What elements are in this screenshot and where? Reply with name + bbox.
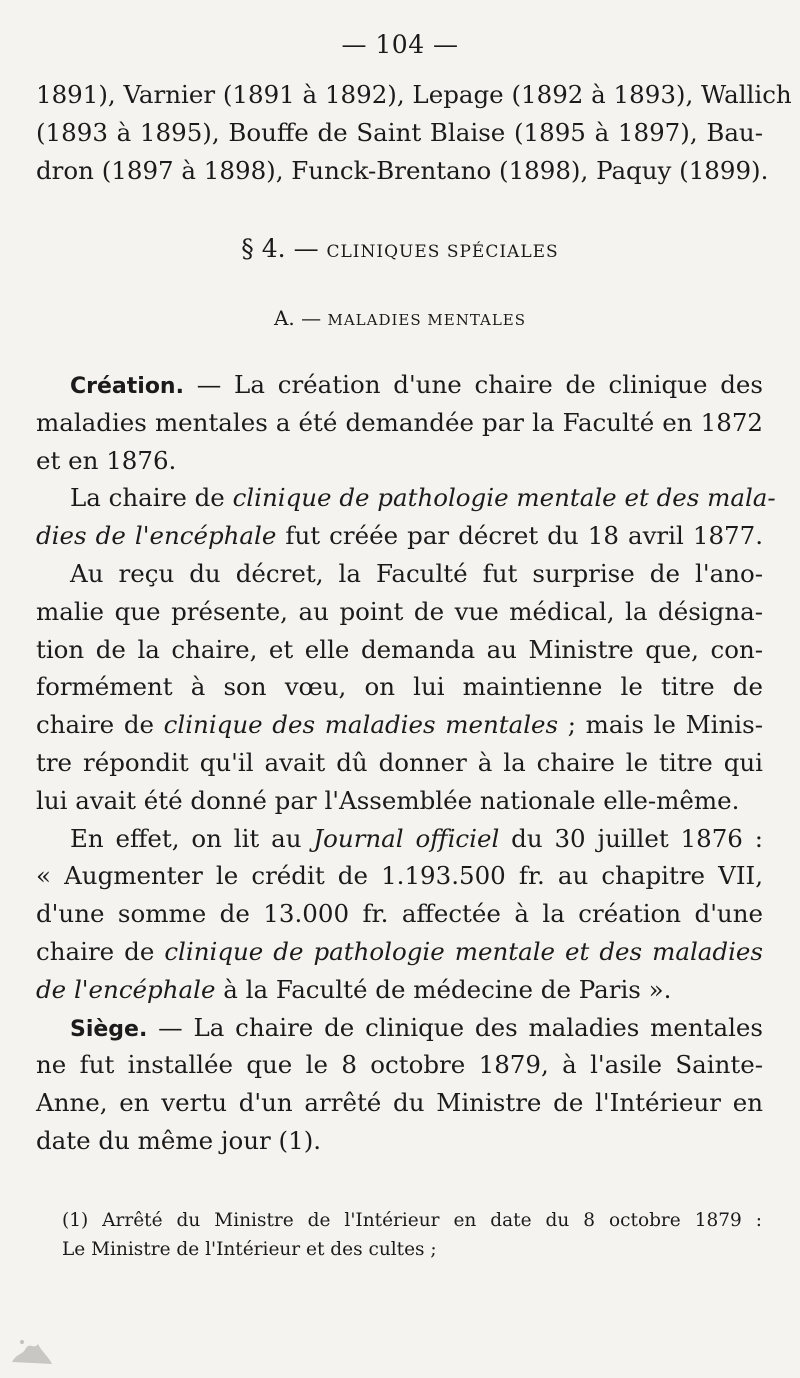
ink-smudge-decoration <box>8 1322 54 1368</box>
text-line: de l'encéphale à la Faculté de médecine de Paris ». <box>36 974 672 1004</box>
text-line: Siège. — La chaire de clinique des maladies mentales <box>70 1012 763 1042</box>
text-line: Au reçu du décret, la Faculté fut surprise de l'ano- <box>70 558 763 588</box>
text-line: chaire de clinique de pathologie mentale et des maladies <box>36 936 763 966</box>
text-line: ne fut installée que le 8 octobre 1879, à l'asile Sainte- <box>36 1050 763 1080</box>
text-line: malie que présente, au point de vue médical, la désigna- <box>36 596 763 626</box>
intro-paragraph <box>36 76 792 189</box>
footnote-line: (1) Arrêté du Ministre de l'Intérieur en date du 8 octobre 1879 : <box>62 1210 762 1231</box>
text-line: tre répondit qu'il avait dû donner à la chaire le titre qui <box>36 747 763 777</box>
text-line: dron (1897 à 1898), Funck-Brentano (1898), Paquy (1899). <box>36 155 769 185</box>
subsection-dash: — <box>301 306 322 330</box>
section-dash: — <box>293 234 319 263</box>
subsection-title: MALADIES MENTALES <box>327 311 527 329</box>
text-line: date du même jour (1). <box>36 1125 322 1155</box>
body-text <box>36 366 776 1160</box>
text-line: tion de la chaire, et elle demanda au Ministre que, con- <box>36 634 763 664</box>
text-line: lui avait été donné par l'Assemblée nationale elle-même. <box>36 785 740 815</box>
text-line: (1893 à 1895), Bouffe de Saint Blaise (1895 à 1897), Bau- <box>36 117 763 147</box>
text-line: dies de l'encéphale fut créée par décret du 18 avril 1877. <box>36 521 763 551</box>
text-line: La chaire de clinique de pathologie mentale et des mala- <box>70 483 776 513</box>
text-line: formément à son vœu, on lui maintienne le titre de <box>36 672 763 702</box>
section-heading <box>0 234 800 263</box>
text-line: « Augmenter le crédit de 1.193.500 fr. au chapitre VII, <box>36 861 763 891</box>
footnote <box>62 1206 762 1264</box>
text-line: et en 1876. <box>36 445 177 475</box>
subsection-heading <box>0 306 800 330</box>
section-symbol: § 4. <box>241 234 286 263</box>
subsection-letter: A. <box>273 306 295 330</box>
footnote-line: Le Ministre de l'Intérieur et des cultes ; <box>62 1239 437 1260</box>
text-line: En effet, on lit au Journal officiel du 30 juillet 1876 : <box>70 823 763 853</box>
text-line: chaire de clinique des maladies mentales ; mais le Minis- <box>36 710 763 740</box>
text-line: maladies mentales a été demandée par la Faculté en 1872 <box>36 407 763 437</box>
creation-keyword: Création. <box>70 374 184 399</box>
text-line: Anne, en vertu d'un arrêté du Ministre de l'Intérieur en <box>36 1088 763 1118</box>
section-title: CLINIQUES SPÉCIALES <box>326 242 559 262</box>
text-line: d'une somme de 13.000 fr. affectée à la création d'une <box>36 899 763 929</box>
text-line: 1891), Varnier (1891 à 1892), Lepage (1892 à 1893), Wallich <box>36 80 792 109</box>
siege-keyword: Siège. <box>70 1016 148 1042</box>
text-line: Création. — La création d'une chaire de clinique des <box>70 370 763 399</box>
page-number: — 104 — <box>341 30 459 59</box>
